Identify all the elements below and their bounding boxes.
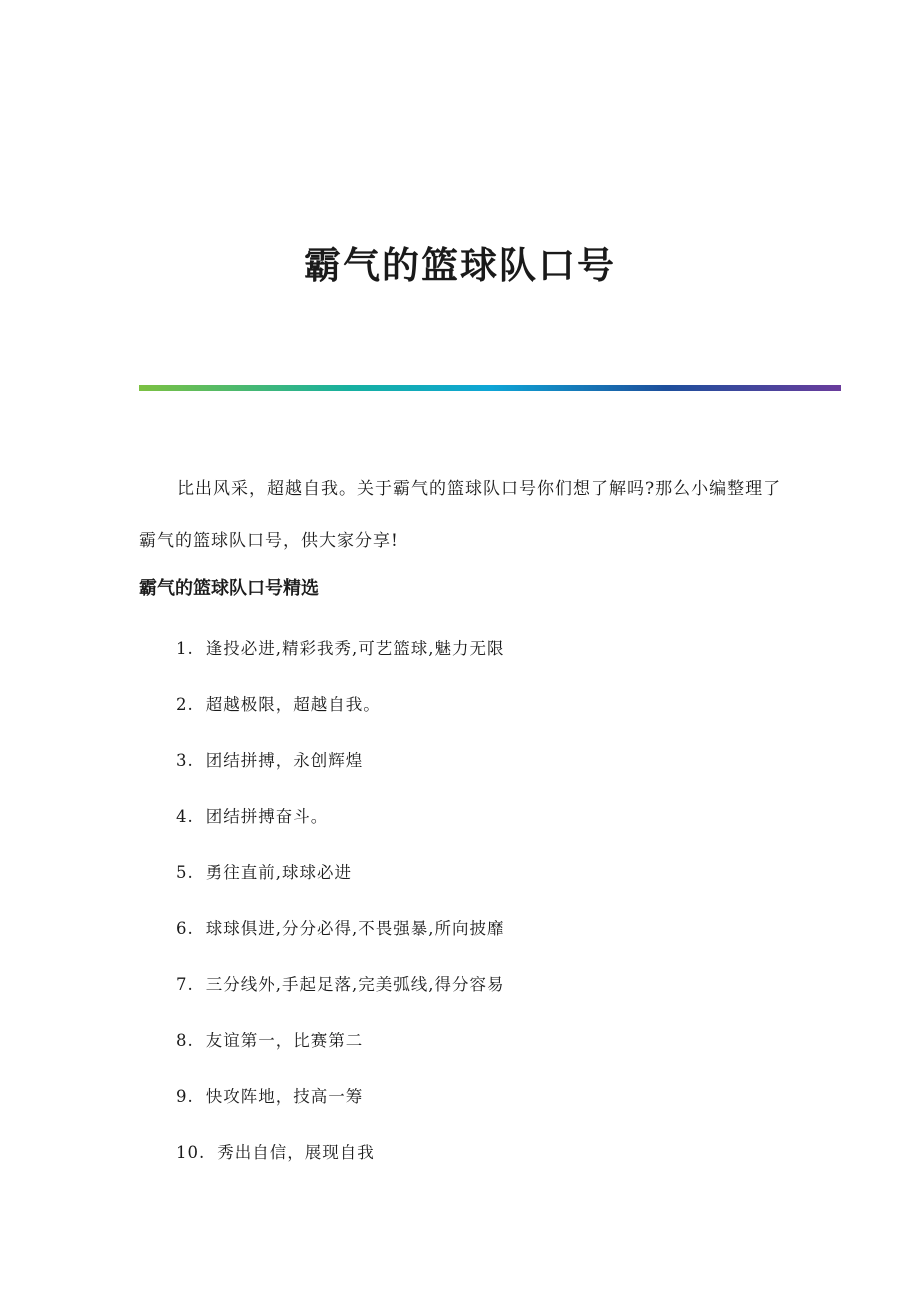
slogan-text: 勇往直前,球球必进 <box>205 863 352 882</box>
slogan-item <box>176 912 505 968</box>
slogan-text: 逢投必进,精彩我秀,可艺篮球,魅力无限 <box>205 639 505 658</box>
slogan-number: 4. <box>176 807 194 826</box>
slogan-number: 3. <box>176 751 194 770</box>
slogan-number: 5. <box>176 863 194 882</box>
slogan-text: 团结拼搏，永创辉煌 <box>205 751 364 770</box>
slogan-item <box>176 632 505 688</box>
section-heading: 霸气的篮球队口号精选 <box>139 578 319 599</box>
slogan-item <box>176 800 505 856</box>
slogan-number: 1. <box>176 639 194 658</box>
slogan-item <box>176 1136 505 1192</box>
slogan-number: 6. <box>176 919 194 938</box>
slogan-text: 球球俱进,分分必得,不畏强暴,所向披靡 <box>205 919 505 938</box>
slogan-item <box>176 968 505 1024</box>
slogan-text: 友谊第一，比赛第二 <box>205 1031 364 1050</box>
slogan-item <box>176 744 505 800</box>
slogan-item <box>176 1024 505 1080</box>
slogan-item <box>176 856 505 912</box>
title-divider-rule <box>139 385 841 391</box>
slogan-text: 团结拼搏奋斗。 <box>205 807 329 826</box>
slogan-number: 8. <box>176 1031 194 1050</box>
slogan-number: 2. <box>176 695 194 714</box>
slogan-item <box>176 1080 505 1136</box>
slogan-text: 快攻阵地，技高一筹 <box>205 1087 364 1106</box>
document-title: 霸气的篮球队口号 <box>304 242 616 287</box>
slogan-number: 10. <box>176 1143 206 1162</box>
slogan-list <box>176 632 505 1192</box>
slogan-number: 9. <box>176 1087 194 1106</box>
slogan-text: 超越极限，超越自我。 <box>205 695 381 714</box>
slogan-number: 7. <box>176 975 194 994</box>
slogan-text: 秀出自信，展现自我 <box>217 1143 375 1162</box>
slogan-item <box>176 688 505 744</box>
intro-paragraph: 比出风采，超越自我。关于霸气的篮球队口号你们想了解吗?那么小编整理了霸气的篮球队口号，供大家分享! <box>139 479 782 551</box>
slogan-text: 三分线外,手起足落,完美弧线,得分容易 <box>205 975 505 994</box>
